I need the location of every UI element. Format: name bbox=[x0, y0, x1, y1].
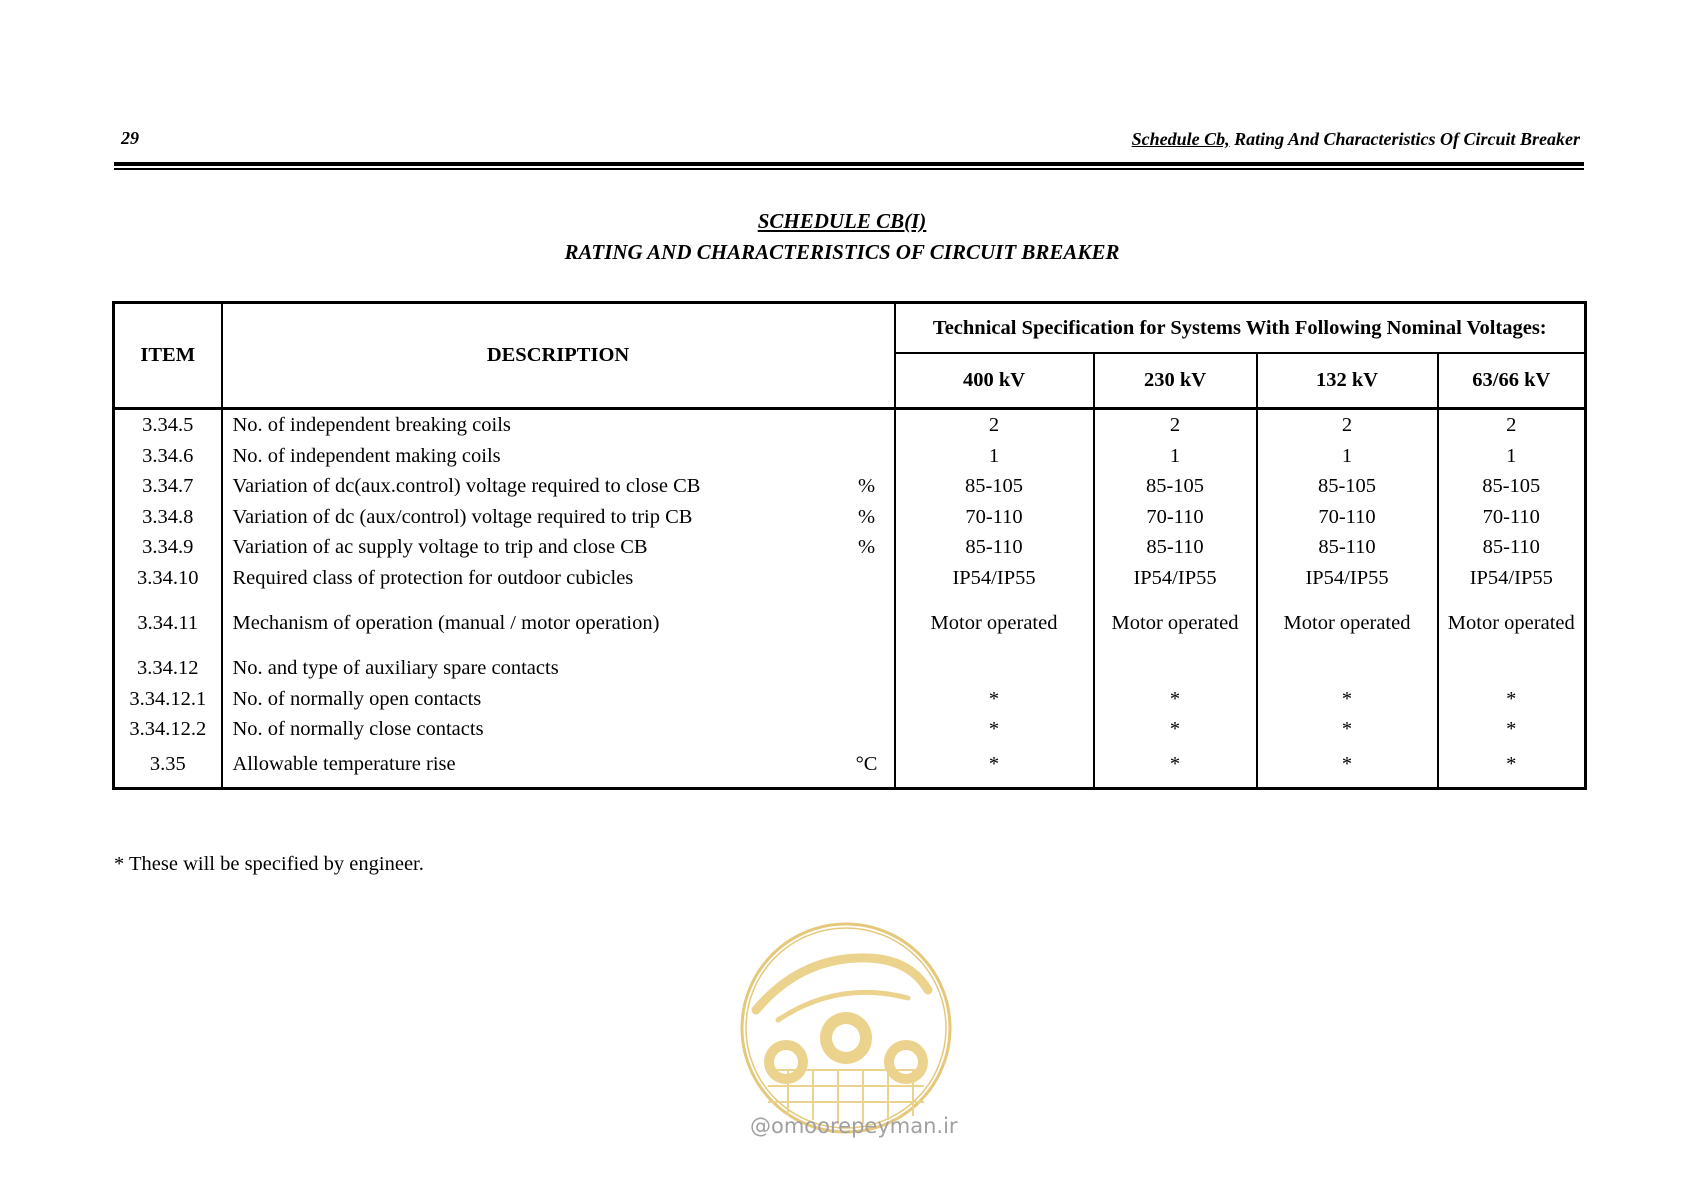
watermark-logo bbox=[738, 920, 954, 1136]
spec-value: IP54/IP55 bbox=[1257, 563, 1438, 594]
table-row bbox=[114, 409, 1586, 441]
running-header-rest: Rating And Characteristics Of Circuit Breaker bbox=[1229, 129, 1580, 149]
item-description: Variation of ac supply voltage to trip and close CB bbox=[222, 532, 840, 563]
spec-value: * bbox=[1438, 714, 1586, 745]
item-description: No. of normally close contacts bbox=[222, 714, 840, 745]
spec-value: 85-110 bbox=[1257, 532, 1438, 563]
table-row bbox=[114, 532, 1586, 563]
spec-value: 85-110 bbox=[1094, 532, 1257, 563]
spec-value: * bbox=[1094, 714, 1257, 745]
item-number: 3.34.12.2 bbox=[114, 714, 222, 745]
spec-value: * bbox=[1438, 745, 1586, 789]
table-row bbox=[114, 593, 1586, 653]
item-number: 3.34.9 bbox=[114, 532, 222, 563]
spec-value: * bbox=[895, 684, 1094, 715]
table-row bbox=[114, 502, 1586, 533]
header-voltage: 132 kV bbox=[1257, 353, 1438, 409]
spec-value: 70-110 bbox=[1438, 502, 1586, 533]
table-row bbox=[114, 471, 1586, 502]
spec-value: 85-105 bbox=[1438, 471, 1586, 502]
spec-value: IP54/IP55 bbox=[895, 563, 1094, 594]
spec-value: 2 bbox=[1094, 409, 1257, 441]
item-unit bbox=[840, 653, 895, 684]
item-description: No. of independent breaking coils bbox=[222, 409, 840, 441]
spec-value: 2 bbox=[1257, 409, 1438, 441]
spec-value: 70-110 bbox=[1094, 502, 1257, 533]
item-description: Required class of protection for outdoor cubicles bbox=[222, 563, 840, 594]
item-description: Variation of dc(aux.control) voltage required to close CB bbox=[222, 471, 840, 502]
table-row bbox=[114, 684, 1586, 715]
item-description: Variation of dc (aux/control) voltage required to trip CB bbox=[222, 502, 840, 533]
item-number: 3.34.5 bbox=[114, 409, 222, 441]
item-unit: % bbox=[840, 502, 895, 533]
spec-value: * bbox=[1257, 714, 1438, 745]
spec-value bbox=[895, 653, 1094, 684]
header-voltage: 230 kV bbox=[1094, 353, 1257, 409]
item-description: No. of normally open contacts bbox=[222, 684, 840, 715]
spec-value: 85-110 bbox=[895, 532, 1094, 563]
item-unit: °C bbox=[840, 745, 895, 789]
item-description: No. of independent making coils bbox=[222, 441, 840, 472]
table-row bbox=[114, 563, 1586, 594]
header-description: DESCRIPTION bbox=[222, 303, 895, 409]
item-number: 3.34.12.1 bbox=[114, 684, 222, 715]
header-rule-thick bbox=[114, 162, 1584, 166]
item-number: 3.34.10 bbox=[114, 563, 222, 594]
spec-value: IP54/IP55 bbox=[1094, 563, 1257, 594]
spec-value: 85-105 bbox=[1094, 471, 1257, 502]
item-number: 3.34.11 bbox=[114, 593, 222, 653]
item-unit: % bbox=[840, 532, 895, 563]
item-unit bbox=[840, 409, 895, 441]
spec-value: 70-110 bbox=[1257, 502, 1438, 533]
spec-value: * bbox=[895, 714, 1094, 745]
spec-value: Motor operated bbox=[1094, 593, 1257, 653]
item-unit bbox=[840, 441, 895, 472]
table-row bbox=[114, 714, 1586, 745]
spec-value: * bbox=[1094, 745, 1257, 789]
item-number: 3.34.6 bbox=[114, 441, 222, 472]
spec-value: Motor operated bbox=[1257, 593, 1438, 653]
item-unit bbox=[840, 684, 895, 715]
watermark-website: @omoorepeyman.ir bbox=[750, 1114, 958, 1138]
table-row bbox=[114, 441, 1586, 472]
spec-table bbox=[112, 301, 1587, 790]
schedule-title: SCHEDULE CB(I) bbox=[757, 209, 927, 233]
running-header-underlined: Schedule Cb, bbox=[1131, 129, 1230, 149]
table-row bbox=[114, 653, 1586, 684]
item-description: No. and type of auxiliary spare contacts bbox=[222, 653, 840, 684]
spec-value: Motor operated bbox=[895, 593, 1094, 653]
spec-value: 1 bbox=[895, 441, 1094, 472]
spec-value: 2 bbox=[895, 409, 1094, 441]
page-number: 29 bbox=[121, 128, 139, 148]
header-voltage: 63/66 kV bbox=[1438, 353, 1586, 409]
header-voltage: 400 kV bbox=[895, 353, 1094, 409]
header-rule-thin bbox=[114, 168, 1584, 170]
spec-value bbox=[1094, 653, 1257, 684]
spec-value: * bbox=[895, 745, 1094, 789]
spec-value bbox=[1438, 653, 1586, 684]
spec-value: 85-110 bbox=[1438, 532, 1586, 563]
spec-value: 1 bbox=[1094, 441, 1257, 472]
spec-value bbox=[1257, 653, 1438, 684]
item-description: Allowable temperature rise bbox=[222, 745, 840, 789]
spec-value: Motor operated bbox=[1438, 593, 1586, 653]
spec-value: IP54/IP55 bbox=[1438, 563, 1586, 594]
header-voltage-group: Technical Specification for Systems With Following Nominal Voltages: bbox=[895, 303, 1586, 354]
spec-value: 2 bbox=[1438, 409, 1586, 441]
item-unit bbox=[840, 714, 895, 745]
item-number: 3.34.7 bbox=[114, 471, 222, 502]
spec-value: 70-110 bbox=[895, 502, 1094, 533]
spec-value: * bbox=[1257, 684, 1438, 715]
spec-value: 85-105 bbox=[1257, 471, 1438, 502]
spec-value: 1 bbox=[1257, 441, 1438, 472]
spec-value: * bbox=[1438, 684, 1586, 715]
spec-value: * bbox=[1094, 684, 1257, 715]
header-item: ITEM bbox=[114, 303, 222, 409]
item-number: 3.35 bbox=[114, 745, 222, 789]
item-unit: % bbox=[840, 471, 895, 502]
item-number: 3.34.8 bbox=[114, 502, 222, 533]
spec-value: * bbox=[1257, 745, 1438, 789]
spec-value: 1 bbox=[1438, 441, 1586, 472]
item-number: 3.34.12 bbox=[114, 653, 222, 684]
schedule-subtitle: RATING AND CHARACTERISTICS OF CIRCUIT BREAKER bbox=[564, 240, 1120, 264]
item-unit bbox=[840, 563, 895, 594]
footnote: * These will be specified by engineer. bbox=[114, 853, 424, 875]
item-unit bbox=[840, 593, 895, 653]
running-header bbox=[1132, 129, 1580, 150]
table-row bbox=[114, 745, 1586, 789]
spec-value: 85-105 bbox=[895, 471, 1094, 502]
item-description: Mechanism of operation (manual / motor operation) bbox=[222, 593, 840, 653]
